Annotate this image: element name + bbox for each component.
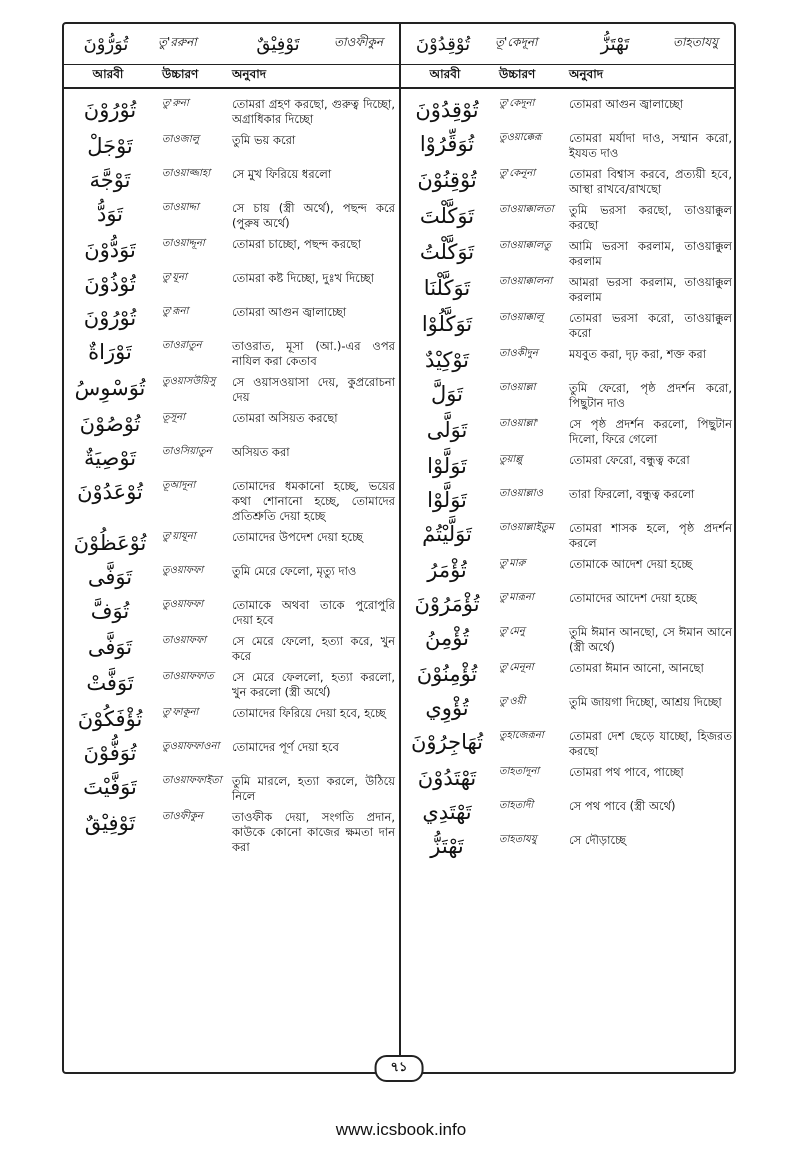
entry-arabic: تَهْتَدُوْنَ xyxy=(417,766,477,790)
entry-arabic: تُوْرُوْنَ xyxy=(83,306,137,330)
dictionary-entry xyxy=(401,727,736,759)
entry-translation: তোমাদের উপদেশ দেয়া হচ্ছে xyxy=(232,530,363,544)
entry-arabic: تَهْتَدِي xyxy=(422,800,472,824)
entry-pronunciation: তুওয়াফফা xyxy=(162,565,204,576)
dictionary-entry xyxy=(401,485,736,515)
entry-pronunciation: তু'রুনা xyxy=(162,98,189,109)
entry-arabic: تَوَكَّلْتَ xyxy=(419,204,475,228)
entry-translation: তোমরা বিশ্বাস করবে, প্রত্যয়ী হবে, আস্থা রাখবে/রাখছো xyxy=(569,167,732,196)
entry-translation: তোমরা কষ্ট দিচ্ছো, দুঃখ দিচ্ছো xyxy=(232,271,374,285)
entry-arabic: تُؤْمَرُ xyxy=(427,558,467,582)
entry-translation: তাওফীক দেয়া, সংগতি প্রদান, কাউকে কোনো কাজের ক্ষমতা দান করা xyxy=(232,810,395,854)
dictionary-entry xyxy=(401,693,736,723)
entry-pronunciation: তাওয়াক্কালতা xyxy=(499,204,554,215)
entry-pronunciation: তাহতাযযু xyxy=(499,834,537,845)
entry-translation: তোমাদের ফিরিয়ে দেয়া হবে, হচ্ছে xyxy=(232,706,386,720)
running-head-pron-end: তাওফীকুন xyxy=(333,35,384,49)
dictionary-entry xyxy=(64,528,399,558)
entry-translation: তোমাদের ধমকানো হচ্ছে, ভয়ের কথা শোনানো হচ্ছে, তোমাদের প্রতিশ্রুতি দেয়া হচ্ছে xyxy=(232,479,395,523)
entry-translation: মযবুত করা, দৃঢ় করা, শক্ত করা xyxy=(569,347,707,361)
entry-translation: সে চায় (স্ত্রী অর্থে), পছন্দ করে (পুরুষ অর্থে) xyxy=(232,201,395,230)
entry-pronunciation: তু'কেনূনা xyxy=(499,168,536,179)
entry-pronunciation: তুহাজেরূনা xyxy=(499,730,544,741)
col-header-arabic: আরবী xyxy=(92,67,124,81)
entry-arabic: تُوْقِنُوْنَ xyxy=(417,168,477,192)
entry-arabic: تُوْصُوْنَ xyxy=(79,412,141,436)
dictionary-entry xyxy=(401,519,736,551)
entry-arabic: تَوَلَّيْتُمْ xyxy=(422,522,472,546)
dictionary-entry xyxy=(64,668,399,700)
entry-pronunciation: তাওফীকুন xyxy=(162,811,203,822)
entry-translation: আমরা ভরসা করলাম, তাওয়াক্কুল করলাম xyxy=(569,275,732,304)
entry-pronunciation: তাওসিয়াতুন xyxy=(162,446,212,457)
dictionary-entry xyxy=(401,831,736,861)
dictionary-entry xyxy=(401,415,736,447)
col-header-pronunciation: উচ্চারণ xyxy=(162,67,199,81)
entry-arabic: تَوَكَّلْنَا xyxy=(423,276,471,300)
dictionary-entry xyxy=(401,95,736,125)
dictionary-entry xyxy=(64,165,399,195)
dictionary-entry xyxy=(64,199,399,231)
entry-translation: সে মেরে ফেললো, হত্যা করলো, খুন করলো (স্ত্রী অর্থে) xyxy=(232,670,395,699)
entry-arabic: تَوَفَّيْتَ xyxy=(83,775,137,799)
col-header-translation: অনুবাদ xyxy=(569,67,604,81)
entry-translation: সে ওয়াসওয়াসা দেয়, কুপ্ররোচনা দেয় xyxy=(232,375,395,404)
right-column-headers xyxy=(401,65,736,89)
entry-translation: সে পথ পাবে (স্ত্রী অর্থে) xyxy=(569,799,676,813)
entry-arabic: تُؤْمِنُوْنَ xyxy=(416,662,478,686)
dictionary-entry xyxy=(64,808,399,855)
dictionary-entry xyxy=(64,337,399,369)
entry-pronunciation: তুওয়াক্কেরূ xyxy=(499,132,542,143)
entry-arabic: تَوْفِيْقٌ xyxy=(84,811,136,835)
entry-arabic: تَوْصِيَةٌ xyxy=(83,446,137,470)
right-column xyxy=(401,24,736,1072)
entry-pronunciation: তু'ফাকূনা xyxy=(162,707,199,718)
entry-translation: সে মেরে ফেলো, হত্যা করে, খুন করে xyxy=(232,634,395,663)
entry-translation: তুমি ভরসা করছো, তাওয়াক্কুল করছো xyxy=(569,203,732,232)
entry-translation: তোমরা ফেরো, বন্ধুত্ব করো xyxy=(569,453,690,467)
running-head-pron-end: তাহতাযযু xyxy=(672,35,719,49)
running-head-arabic-end: تَوْفِيْقٌ xyxy=(256,33,300,55)
entry-pronunciation: তাওরাতুন xyxy=(162,340,202,351)
dictionary-entry xyxy=(401,379,736,411)
dictionary-entry xyxy=(64,443,399,473)
entry-pronunciation: তাওয়াক্কালনা xyxy=(499,276,553,287)
entry-arabic: تَوْكِيْدٌ xyxy=(424,348,470,372)
dictionary-entry xyxy=(401,129,736,161)
entry-arabic: تَوَفَّى xyxy=(87,565,133,589)
entry-pronunciation: তু'মারূনা xyxy=(499,592,534,603)
footer-url: www.icsbook.info xyxy=(335,1120,467,1139)
entry-pronunciation: তুয়াল্লু xyxy=(499,454,523,465)
left-entry-list xyxy=(64,89,399,855)
entry-translation: আমি ভরসা করলাম, তাওয়াক্কুল করলাম xyxy=(569,239,732,268)
entry-translation: তোমরা গ্রহণ করছো, গুরুত্ব দিচ্ছো, অগ্রাধিকার দিচ্ছো xyxy=(232,97,395,126)
entry-pronunciation: তু'মারু xyxy=(499,558,526,569)
entry-pronunciation: তাওয়াল্লা xyxy=(499,382,536,393)
entry-pronunciation: তুওয়াফফাওনা xyxy=(162,741,220,752)
entry-pronunciation: তূআদূনা xyxy=(162,480,196,491)
entry-translation: তুমি ফেরো, পৃষ্ঠ প্রদর্শন করো, পিছুটান দাও xyxy=(569,381,732,410)
col-header-arabic: আরবী xyxy=(429,67,461,81)
dictionary-entry xyxy=(64,373,399,405)
entry-arabic: تَوَلَّى xyxy=(426,418,468,442)
dictionary-entry xyxy=(401,555,736,585)
entry-pronunciation: তু'কেদূনা xyxy=(499,98,535,109)
dictionary-entry xyxy=(64,95,399,127)
entry-pronunciation: তাহতাদী xyxy=(499,800,534,811)
entry-pronunciation: তাওয়াল্লা' xyxy=(499,418,539,429)
entry-translation: অসিয়ত করা xyxy=(232,445,290,459)
left-running-head xyxy=(64,24,399,65)
dictionary-entry xyxy=(64,477,399,524)
entry-pronunciation: তুওয়াফফা xyxy=(162,599,204,610)
entry-pronunciation: তাওয়াদ্দা xyxy=(162,202,199,213)
entry-arabic: تَوَلَّوْا xyxy=(427,488,467,512)
entry-arabic: تَوَكَّلْتُ xyxy=(419,240,475,264)
entry-pronunciation: তাওয়াক্কালতু xyxy=(499,240,551,251)
entry-pronunciation: তাওয়াফফাত xyxy=(162,671,214,682)
entry-arabic: تُوَفُّوْنَ xyxy=(83,741,137,765)
dictionary-entry xyxy=(401,763,736,793)
running-head-pron-start: তু'ররুনা xyxy=(158,35,197,49)
entry-arabic: تَوَدُّ xyxy=(96,202,124,226)
dictionary-entry xyxy=(64,772,399,804)
entry-arabic: تُؤْوِي xyxy=(425,696,469,720)
entry-arabic: تُؤْمِنُ xyxy=(425,626,469,650)
running-head-arabic-start: تُوَرُّوْنَ xyxy=(83,33,129,55)
page-frame xyxy=(62,22,736,1074)
dictionary-entry xyxy=(64,269,399,299)
entry-pronunciation: তু'মেনু xyxy=(499,626,525,637)
entry-pronunciation: তাওয়াল্লাইতুম xyxy=(499,522,554,533)
dictionary-entry xyxy=(401,165,736,197)
page-number: ৭১ xyxy=(375,1055,424,1082)
entry-arabic: تُؤْمَرُوْنَ xyxy=(414,592,480,616)
running-head-arabic-start: تُوْقِدُوْنَ xyxy=(415,33,471,55)
dictionary-entry xyxy=(401,345,736,375)
entry-arabic: تَوَدُّوْنَ xyxy=(84,238,136,262)
entry-pronunciation: তাওয়াদ্দূনা xyxy=(162,238,205,249)
entry-translation: তোমাদের পূর্ণ দেয়া হবে xyxy=(232,740,339,754)
dictionary-entry xyxy=(401,659,736,689)
left-column xyxy=(64,24,401,1072)
entry-pronunciation: তু'রূনা xyxy=(162,306,189,317)
entry-arabic: تُوْذُوْنَ xyxy=(84,272,136,296)
entry-pronunciation: তু'য়াযূনা xyxy=(162,531,196,542)
entry-arabic: تَهْتَزُّ xyxy=(430,834,464,858)
entry-arabic: تَوْجَّهَ xyxy=(89,168,131,192)
entry-arabic: تَوَفَّتْ xyxy=(86,671,134,695)
entry-pronunciation: তু'মেনূনা xyxy=(499,662,534,673)
entry-arabic: تُوَسْوِسُ xyxy=(74,376,146,400)
entry-arabic: تَوْجَلْ xyxy=(87,134,133,158)
entry-arabic: تَوَكَّلُوْا xyxy=(421,312,473,336)
dictionary-entry xyxy=(401,451,736,481)
entry-pronunciation: তুওয়াসউয়িসু xyxy=(162,376,216,387)
entry-pronunciation: তাহতাদূনা xyxy=(499,766,540,777)
entry-arabic: تَوَلَّوْا xyxy=(427,454,467,478)
entry-translation: তোমরা পথ পাবে, পাচ্ছো xyxy=(569,765,684,779)
dictionary-entry xyxy=(64,704,399,734)
entry-arabic: تُهَاجِرُوْنَ xyxy=(410,730,484,754)
entry-pronunciation: তু'যূনা xyxy=(162,272,187,283)
col-header-translation: অনুবাদ xyxy=(232,67,267,81)
dictionary-entry xyxy=(401,797,736,827)
entry-translation: তোমাকে অথবা তাকে পুরোপুরি দেয়া হবে xyxy=(232,598,395,627)
dictionary-entry xyxy=(64,738,399,768)
running-head-pron-start: তূ'কেদূনা xyxy=(495,35,538,49)
dictionary-entry xyxy=(64,632,399,664)
entry-arabic: تُوْقِدُوْنَ xyxy=(415,98,479,122)
dictionary-entry xyxy=(401,237,736,269)
entry-translation: তাওরাত, মূসা (আ.)-এর ওপর নাযিল করা কেতাব xyxy=(232,339,395,368)
entry-translation: তুমি জায়গা দিচ্ছো, আশ্রয় দিচ্ছো xyxy=(569,695,722,709)
entry-translation: তোমরা দেশ ছেড়ে যাচ্ছো, হিজরত করছো xyxy=(569,729,732,758)
entry-translation: তোমরা আগুন জ্বালাচ্ছো xyxy=(232,305,347,319)
dictionary-entry xyxy=(401,273,736,305)
entry-translation: তোমাদের আদেশ দেয়া হচ্ছে xyxy=(569,591,697,605)
entry-arabic: تُوَفَّ xyxy=(90,599,130,623)
entry-translation: তোমরা ঈমান আনো, আনছো xyxy=(569,661,704,675)
entry-translation: তোমরা অসিয়ত করছো xyxy=(232,411,338,425)
dictionary-entry xyxy=(64,303,399,333)
entry-translation: তারা ফিরলো, বন্ধুত্ব করলো xyxy=(569,487,695,501)
dictionary-entry xyxy=(401,201,736,233)
dictionary-entry xyxy=(401,623,736,655)
dictionary-entry xyxy=(64,131,399,161)
entry-translation: তুমি ঈমান আনছো, সে ঈমান আনে (স্ত্রী অর্থে) xyxy=(569,625,732,654)
entry-arabic: تَوَلَّ xyxy=(431,382,463,406)
entry-arabic: تَوْرَاةٌ xyxy=(88,340,132,364)
entry-pronunciation: তু'ওয়ী xyxy=(499,696,526,707)
dictionary-entry xyxy=(64,235,399,265)
dictionary-entry xyxy=(401,309,736,341)
entry-translation: সে মুখ ফিরিয়ে ধরলো xyxy=(232,167,332,181)
entry-arabic: تُوْعَظُوْنَ xyxy=(73,531,147,555)
dictionary-entry xyxy=(64,409,399,439)
entry-pronunciation: তাওয়াফফা xyxy=(162,635,207,646)
entry-pronunciation: তাওকীদুন xyxy=(499,348,538,359)
entry-pronunciation: তাওয়াজ্জাহা xyxy=(162,168,211,179)
col-header-pronunciation: উচ্চারণ xyxy=(499,67,536,81)
right-running-head xyxy=(401,24,736,65)
entry-translation: তুমি ভয় করো xyxy=(232,133,296,147)
entry-pronunciation: তাওয়াফফাইতা xyxy=(162,775,222,786)
entry-pronunciation: তূসূনা xyxy=(162,412,185,423)
entry-translation: তোমরা চাচ্ছো, পছন্দ করছো xyxy=(232,237,361,251)
dictionary-entry xyxy=(64,562,399,592)
entry-translation: তোমরা শাসক হলে, পৃষ্ঠ প্রদর্শন করলে xyxy=(569,521,732,550)
entry-translation: সে পৃষ্ঠ প্রদর্শন করলো, পিছুটান দিলো, ফিরে গেলো xyxy=(569,417,732,446)
entry-translation: তোমাকে আদেশ দেয়া হচ্ছে xyxy=(569,557,693,571)
entry-arabic: تُؤْفَكُوْنَ xyxy=(77,707,143,731)
entry-pronunciation: তাওয়াক্কালূ xyxy=(499,312,544,323)
right-entry-list xyxy=(401,89,736,861)
dictionary-entry xyxy=(401,589,736,619)
entry-pronunciation: তাওজালু xyxy=(162,134,200,145)
entry-translation: তোমরা মর্যাদা দাও, সম্মান করো, ইযযত দাও xyxy=(569,131,732,160)
dictionary-entry xyxy=(64,596,399,628)
entry-translation: সে দৌড়াচ্ছে xyxy=(569,833,626,847)
entry-arabic: تُوْرُوْنَ xyxy=(83,98,137,122)
entry-arabic: تُوْعَدُوْنَ xyxy=(77,480,143,504)
entry-arabic: تُوَقِّرُوْا xyxy=(419,132,475,156)
running-head-arabic-end: تَهْتَزُّ xyxy=(600,33,630,55)
entry-translation: তোমরা আগুন জ্বালাচ্ছো xyxy=(569,97,684,111)
entry-translation: তুমি মারলে, হত্যা করলে, উঠিয়ে নিলে xyxy=(232,774,395,803)
entry-arabic: تَوَفَّى xyxy=(87,635,133,659)
entry-translation: তুমি মেরে ফেলো, মৃত্যু দাও xyxy=(232,564,357,578)
entry-pronunciation: তাওয়াল্লাও xyxy=(499,488,543,499)
left-column-headers xyxy=(64,65,399,89)
entry-translation: তোমরা ভরসা করো, তাওয়াক্কুল করো xyxy=(569,311,732,340)
